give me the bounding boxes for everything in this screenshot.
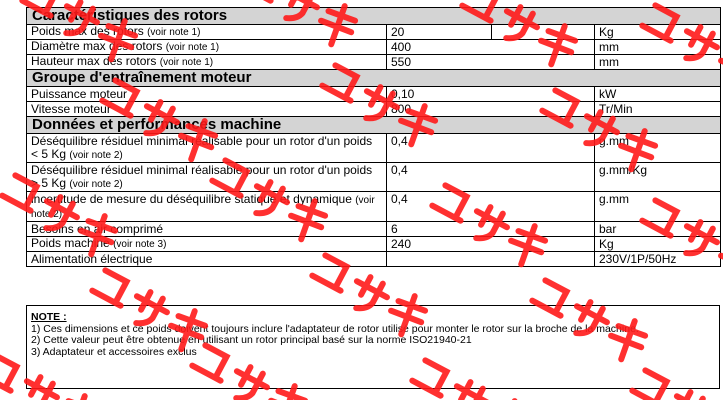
- spec-label: incertitude de mesure du déséquilibre statique et dynamique: [31, 192, 352, 206]
- spec-unit: g.mm: [595, 134, 721, 163]
- section-title: Groupe d'entraînement moteur: [27, 70, 721, 87]
- spec-label-cell: [27, 40, 387, 55]
- spec-label-cell: [27, 102, 387, 117]
- spec-row: [27, 163, 721, 192]
- spec-label-cell: [27, 163, 387, 192]
- spec-label: Diamètre max des rotors: [31, 39, 163, 53]
- spec-label: Déséquilibre résiduel minimal réalisable pour un rotor d'un poids < 5 Kg: [31, 134, 373, 161]
- spec-row: [27, 25, 721, 40]
- spec-unit: mm: [595, 40, 721, 55]
- spec-unit: Kg: [595, 237, 721, 252]
- spec-row: [27, 237, 721, 252]
- spec-row: [27, 87, 721, 102]
- spec-note-ref: (voir note 2): [69, 150, 123, 161]
- spec-value: 20: [387, 25, 492, 40]
- spec-value: 800: [387, 102, 595, 117]
- spec-note-ref: (voir note 2): [31, 195, 375, 220]
- note-line: 3) Adaptateur et accessoires exclus: [31, 345, 197, 358]
- section-header: [27, 117, 721, 134]
- spec-value: 240: [387, 237, 595, 252]
- spec-label-cell: [27, 252, 387, 267]
- section-header: [27, 8, 721, 25]
- spec-note-ref: (voir note 1): [165, 42, 220, 53]
- spec-label: Poids max des rotors: [31, 24, 144, 38]
- spec-value: [387, 252, 595, 267]
- specifications-table: [26, 7, 721, 267]
- spec-unit: Kg: [595, 25, 721, 40]
- spec-label-cell: [27, 55, 387, 70]
- spec-note-ref: (voir note 1): [159, 57, 214, 68]
- spec-label-cell: [27, 192, 387, 222]
- spec-label-cell: [27, 87, 387, 102]
- spec-value: 0,4: [387, 163, 595, 192]
- spec-label: Hauteur max des rotors: [31, 54, 157, 68]
- spec-label: Besoins en air comprimé: [31, 221, 164, 236]
- spec-value: 400: [387, 40, 595, 55]
- spec-label: Puissance moteur: [31, 86, 128, 101]
- spec-unit: g.mm/Kg: [595, 163, 721, 192]
- spec-value: 0,4: [387, 134, 595, 163]
- spec-row: [27, 134, 721, 163]
- spec-unit: 230V/1P/50Hz: [595, 252, 721, 267]
- spec-unit: mm: [595, 55, 721, 70]
- spec-value: 0,10: [387, 87, 595, 102]
- notes-box: [26, 305, 720, 389]
- spec-note-ref: (voir note 1): [147, 27, 201, 38]
- spec-row: [27, 222, 721, 237]
- spec-value: 0,4: [387, 192, 595, 222]
- notes-title: NOTE :: [31, 311, 67, 323]
- spec-label: Poids machine: [31, 236, 110, 250]
- spec-label-cell: [27, 134, 387, 163]
- spec-unit: Tr/Min: [595, 102, 721, 117]
- spec-note-ref: (voir note 3): [113, 239, 167, 250]
- spec-row: [27, 102, 721, 117]
- section-header: [27, 70, 721, 87]
- note-line: 1) Ces dimensions et ce poids doivent toujours inclure l'adaptateur de rotor utilisé pour monter le rotor sur la broche de la machine.: [31, 322, 639, 335]
- spec-label-cell: [27, 237, 387, 252]
- spec-label-cell: [27, 222, 387, 237]
- spec-unit: bar: [595, 222, 721, 237]
- spec-row: [27, 55, 721, 70]
- spec-unit: kW: [595, 87, 721, 102]
- spec-row: [27, 40, 721, 55]
- note-line: 2) Cette valeur peut être obtenue en utilisant un rotor principal basé sur la norme ISO21940-21: [31, 334, 472, 346]
- spec-value: 550: [387, 55, 595, 70]
- spec-value-extra: [492, 25, 595, 40]
- spec-unit: g.mm: [595, 192, 721, 222]
- section-title: Caractéristiques des rotors: [27, 8, 721, 25]
- spec-label: Déséquilibre résiduel minimal réalisable pour un rotor d'un poids > 5 Kg: [31, 163, 373, 190]
- spec-row: [27, 192, 721, 222]
- spec-value: 6: [387, 222, 595, 237]
- section-title: Données et performances machine: [27, 117, 721, 134]
- spec-note-ref: (voir note 2): [69, 179, 123, 190]
- spec-label: Alimentation électrique: [31, 251, 153, 266]
- spec-label: Vitesse moteur: [31, 101, 111, 116]
- spec-row: [27, 252, 721, 267]
- spec-label-cell: [27, 25, 387, 40]
